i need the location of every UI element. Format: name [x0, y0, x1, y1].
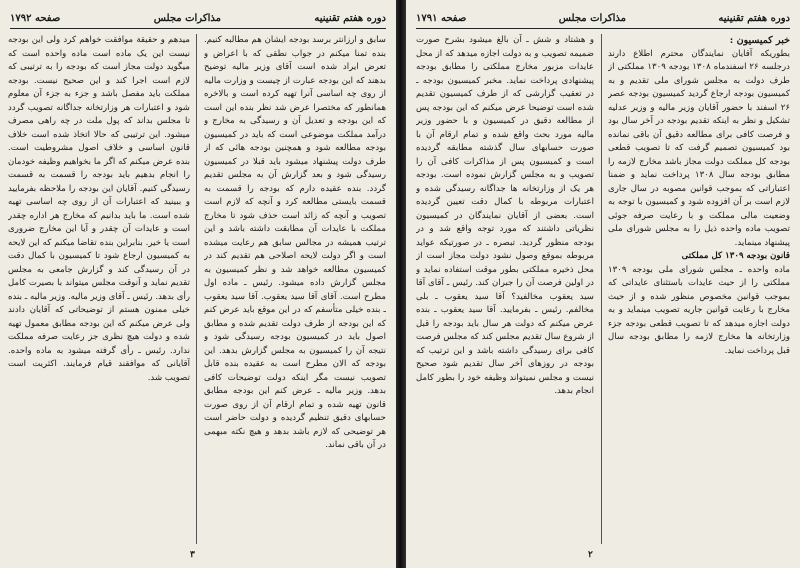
commission-report-text: بطوریکه آقایان نمایندگان محترم اطلاع دارند درجلسه ۲۶ اسفندماه ۱۳۰۸ بودجه ۱۳۰۹ مملکتی از طرف دولت به مجلس شورای ملی تقدیم و به کمیسیون بودجه ارجاع گردید کمیسیون بودجه عصر ۲۶ اسفند با حضور آقایان وزیر مالیه و وزیر عدلیه تشکیل و نظر به اینکه تقدیم بودجه در آخر سال بود و فرصت کافی برای مطالعه دقیق آن باقی نمانده بود کمیسیون تصمیم گرفت که تا تصویب قطعی بودجه کل مملکت دولت مجاز باشد مخارج لازمه را مطابق بودجه سال ۱۳۰۸ پرداخت نماید و ضمنا اعتباراتی که بموجب قوانین مصوبه در سال جاری لازم است بر آن افزوده شود و کمیسیون با توجه به وضعیت مالی مملکت و با رعایت صرفه جوئی تصویب ماده واحده ذیل را به مجلس شورای ملی پیشنهاد مینماید. [608, 48, 790, 248]
column-divider [601, 34, 602, 544]
left-page-left-column [8, 34, 190, 544]
left-header-term: دوره هفتم تقنینیه [314, 12, 386, 24]
left-header-page-label: صفحه ۱۷۹۲ [10, 12, 61, 24]
left-page-number: ۳ [190, 550, 195, 560]
right-header-page-label: صفحه ۱۷۹۱ [416, 12, 467, 24]
right-page-left-column-text: و هشتاد و شش ـ آن بالغ میشود بشرح صورت ضمیمه تصویب و به دولت اجازه میدهد که از محل عایدات مزبور مخارج مملکتی را مطابق بودجه پیشنهادی پرداخت نماید. مخبر کمیسیون بودجه ـ در تعقیب گزارشی که از طرف کمیسیون تقدیم شده است توضیحا عرض میکنم که این بودجه پس از مطالعه دقیق در کمیسیون و با حضور وزیر مالیه مورد بحث واقع شده و تمام ارقام آن با صورت حسابهای سال گذشته مطابقه گردیده است و کمیسیون پس از مذاکرات کافی آن را تصویب و به مجلس گزارش نموده است. بودجه هر یک از وزارتخانه ها جداگانه رسیدگی شده و اعتبارات مربوطه با کمال دقت تعیین گردیده است. بعضی از آقایان نمایندگان در کمیسیون نظریاتی داشتند که مورد توجه واقع شد و در بودجه منظور گردید. تبصره ـ در صورتیکه عواید مربوطه بموقع وصول نشود دولت مجاز است از محل ذخیره مملکتی بطور موقت استفاده نماید و در اولین فرصت آن را جبران کند. رئیس ـ آقای آقا سید یعقوب مخالفید؟ آقا سید یعقوب ـ بلی مخالفم. رئیس ـ بفرمایید. آقا سید یعقوب ـ بنده عرض میکنم که دولت هر سال باید بودجه را قبل از شروع سال تقدیم مجلس کند که مجلس فرصت کافی برای رسیدگی داشته باشد و این ترتیب که بودجه در روزهای آخر سال تقدیم شود صحیح نیست و مجلس نمیتواند وظیفه خود را بطور کامل انجام بدهد. [416, 35, 594, 396]
left-page-header [10, 8, 386, 29]
right-page-left-column [416, 34, 594, 544]
left-header-journal: مذاکرات مجلس [153, 12, 221, 24]
left-page-right-column [204, 34, 386, 544]
right-page-right-column [608, 34, 790, 544]
column-divider [196, 34, 197, 544]
right-page-number: ۲ [588, 550, 593, 560]
book-gutter [396, 0, 406, 568]
right-header-term: دوره هفتم تقنینیه [718, 12, 790, 24]
budget-law-text: ماده واحده ـ مجلس شورای ملی بودجه ۱۳۰۹ مملکتی را از حیث عایدات باستثنای عایداتی که بموجب قوانین مخصوص منظور شده و از حیث مخارج با رعایت قوانین جاریه تصویب مینماید و به دولت اجازه میدهد که تا تصویب قطعی بودجه جزء وزارتخانه ها مخارج لازمه را مطابق بودجه سال قبل پرداخت نماید. [608, 264, 790, 356]
left-page [0, 0, 396, 568]
right-page-header [416, 8, 790, 29]
left-page-right-column-text: سابق و ارزانتر برسد بودجه ایشان هم مطالبه کنیم. بنده تمنا میکنم در جواب نطقی که با اعراض و تعرض ایراد شده است آقای وزیر مالیه توضیح بدهند که این بودجه عبارت از چیست و وزارت مالیه از روی چه اساسی آنرا تهیه کرده است و بالاخره همانطور که مختصرا عرض شد نظر بنده این است که این بودجه و تعدیل آن و رسیدگی به مخارج و درآمد مملکت موضوعی است که باید در کمیسیون بودجه مطالعه شود و همچنین بودجه هائی که از طرف دولت پیشنهاد میشود باید قبلا در کمیسیون رسیدگی شود و بعد گزارش آن به مجلس تقدیم گردد. بنده عقیده دارم که بودجه را قسمت به قسمت بایستی مطالعه کرد و آنچه که لازم است تصویب و آنچه که زائد است حذف شود تا مخارج مملکت با عایدات آن مطابقت داشته باشد و این ترتیب همیشه در مجالس سابق هم رعایت میشده است و اگر دولت لایحه اصلاحی هم تقدیم کند در کمیسیون مطالعه خواهد شد و نظر کمیسیون به مجلس گزارش داده میشود. رئیس ـ ماده اول مطرح است. آقای آقا سید یعقوب. آقا سید یعقوب ـ بنده خیلی متأسفم که در این موقع باید عرض کنم که این بودجه از طرف دولت تقدیم شده و مطابق اصول باید در کمیسیون بودجه رسیدگی شود و نتیجه آن را کمیسیون به مجلس گزارش بدهد. این بودجه که الان مطرح است به عقیده بنده قابل تصویب نیست مگر اینکه دولت توضیحات کافی بدهد. وزیر مالیه ـ عرض کنم این بودجه مطابق قانون تهیه شده و تمام ارقام آن از روی صورت حسابهای دقیق تنظیم گردیده و دولت حاضر است هر توضیحی که لازم باشد بدهد و هیچ نکته مبهمی در آن باقی نماند. [204, 35, 386, 450]
commission-report-title: خبر کمیسیون : [729, 35, 790, 46]
right-page [406, 0, 800, 568]
right-header-journal: مذاکرات مجلس [558, 12, 626, 24]
left-page-left-column-text: میدهم و حقیقة موافقت خواهم کرد ولی این بودجه نیست این یک ماده است ماده واحده است که میگوید دولت مجاز است که بودجه را به ترتیبی که لازم است اجرا کند و این صحیح نیست. بودجه مملکت باید مفصل باشد و جزء به جزء آن معلوم شود و اعتبارات هر وزارتخانه جداگانه تصویب گردد تا مجلس بداند که پول ملت در چه راهی مصرف میشود. این ترتیبی که حالا اتخاذ شده است خلاف قانون اساسی و خلاف اصول مشروطیت است. بنده عرض میکنم که اگر ما بخواهیم وظیفه خودمان را انجام بدهیم باید بودجه را قسمت به قسمت رسیدگی کنیم. آقایان این بودجه را ملاحظه بفرمایید و ببینید که اعتبارات آن از روی چه اساسی تهیه شده است. ما باید بدانیم که مخارج هر اداره چقدر است و عایدات آن چقدر و آیا این مخارج ضروری است یا خیر. بنابراین بنده تقاضا میکنم که این لایحه به کمیسیون ارجاع شود تا کمیسیون با کمال دقت در آن رسیدگی کند و گزارش جامعی به مجلس تقدیم نماید و آنوقت مجلس میتواند با بصیرت کامل رأی بدهد. رئیس ـ آقای وزیر مالیه. وزیر مالیه ـ بنده خیلی ممنون هستم از توضیحاتی که آقایان دادند ولی عرض میکنم که این بودجه مطابق معمول تهیه شده و دولت هیچ نظری جز رعایت صرفه مملکت ندارد. رئیس ـ رأی گرفته میشود به ماده واحده. آقایانی که موافقند قیام فرمایند. اکثریت است تصویب شد. [8, 35, 190, 383]
budget-law-heading: قانون بودجه ۱۳۰۹ کل مملکتی [681, 251, 790, 261]
